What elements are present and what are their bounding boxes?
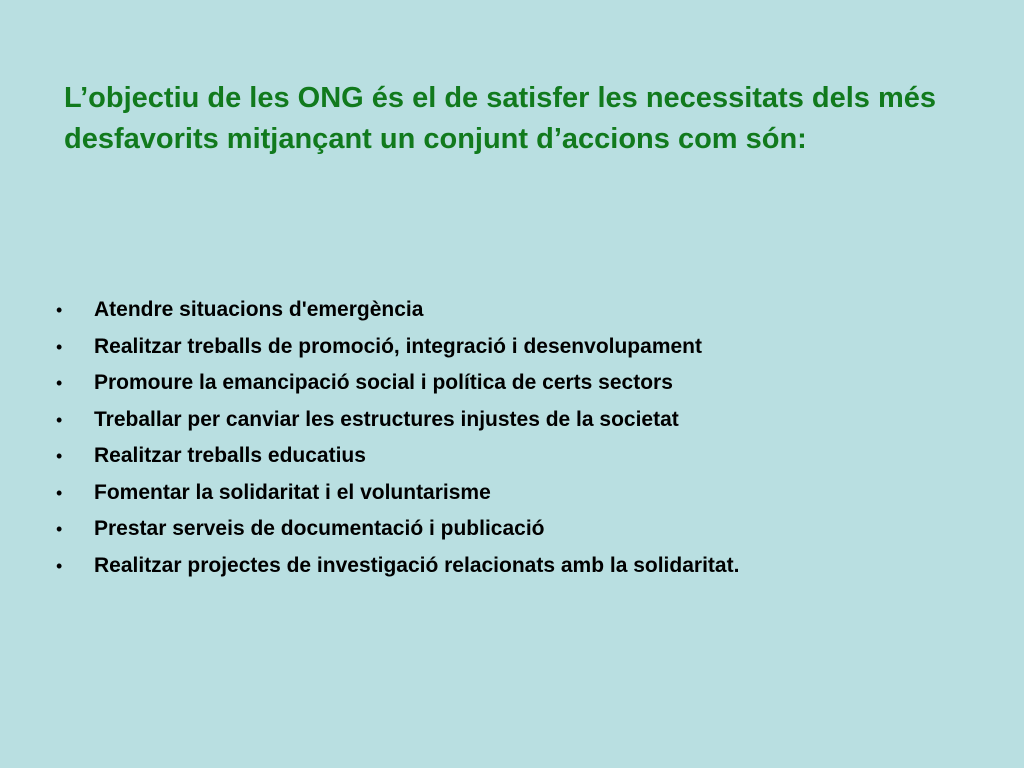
bullet-item <box>56 475 976 512</box>
bullet-text: Treballar per canviar les estructures injustes de la societat <box>94 407 679 431</box>
bullet-icon: • <box>56 446 63 466</box>
bullet-item <box>56 365 976 402</box>
bullet-icon: • <box>56 519 63 539</box>
bullet-text: Prestar serveis de documentació i publicació <box>94 517 545 540</box>
bullet-item <box>56 329 976 366</box>
bullet-item <box>56 292 976 329</box>
bullet-icon: • <box>56 373 63 393</box>
bullet-item <box>56 511 976 548</box>
bullet-icon: • <box>56 409 63 430</box>
bullet-icon: • <box>56 555 63 576</box>
bullet-text: Atendre situacions d'emergència <box>94 298 424 321</box>
bullet-text: Realitzar treballs de promoció, integració i desenvolupament <box>94 334 702 358</box>
bullet-item <box>56 402 976 439</box>
bullet-item <box>56 438 976 475</box>
bullet-icon: • <box>56 300 63 320</box>
bullet-text: Fomentar la solidaritat i el voluntarisme <box>94 480 491 504</box>
bullet-list <box>56 292 976 584</box>
bullet-item <box>56 548 976 585</box>
slide-title: L’objectiu de les ONG és el de satisfer les necessitats dels més desfavorits mitjançant un conjunt d’accions com són: <box>64 82 937 155</box>
bullet-text: Promoure la emancipació social i política de certs sectors <box>94 371 673 394</box>
bullet-icon: • <box>56 482 63 503</box>
bullet-icon: • <box>56 336 63 357</box>
bullet-text: Realitzar treballs educatius <box>94 444 366 467</box>
bullet-text: Realitzar projectes de investigació relacionats amb la solidaritat. <box>94 553 740 577</box>
